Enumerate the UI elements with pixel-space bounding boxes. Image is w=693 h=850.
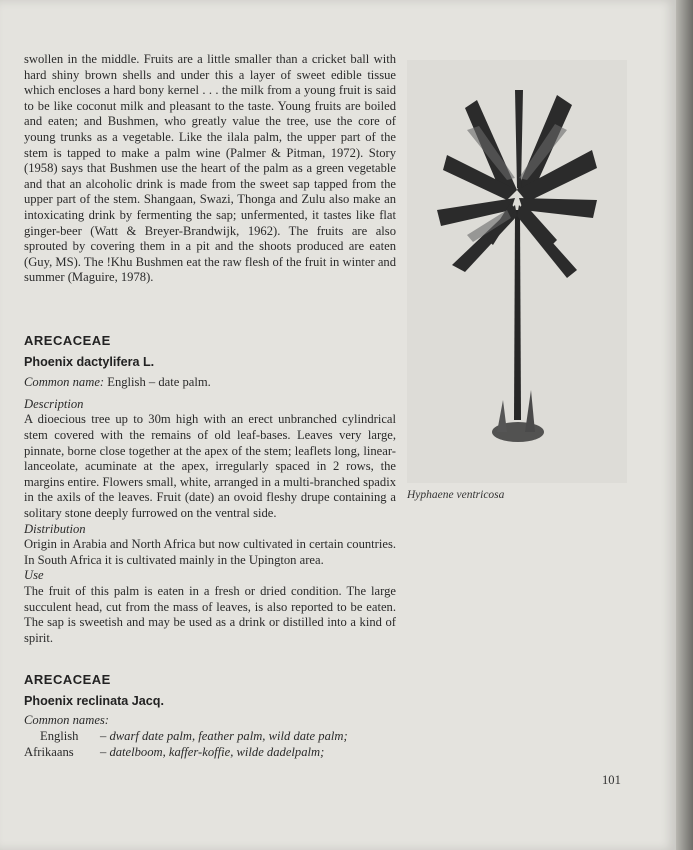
description-text: A dioecious tree up to 30m high with an erect unbranched cylindrical stem covered with the remains of old leaf-bases. Leaves very large, pinnate, borne close together at the apex of the stem; leaflets long, linear-lanceolate, acuminate at the apex, irregularly spaced in 2 rows, the margins entire. Flowers small, white, arranged in a multi-branched spadix in the axils of the leaves. Fruit (date) an ovoid fleshy drupe containing a solitary stone deeply furrowed on the ventral side.	[24, 412, 396, 520]
english-names-row	[24, 729, 396, 745]
common-name-label: Common name:	[24, 375, 105, 390]
description-label: Description	[24, 396, 84, 411]
afrikaans-lang: Afrikaans	[24, 744, 74, 759]
species-heading-1: Phoenix dactylifera L.	[24, 354, 155, 369]
common-name-value: English – date palm.	[107, 375, 211, 390]
distribution-label: Distribution	[24, 521, 86, 536]
afrikaans-names: – datelboom, kaffer-koffie, wilde dadelpalm;	[100, 744, 325, 759]
text-column	[24, 52, 396, 760]
use-label: Use	[24, 568, 44, 583]
page-edge	[676, 0, 693, 850]
palm-tree-illustration	[407, 60, 627, 483]
family-heading-1: ARECACEAE	[24, 333, 111, 348]
use-text: The fruit of this palm is eaten in a fresh or dried condition. The large succulent head, cut from the mass of leaves, is also reported to be eaten. The sap is sweetish and may be used as a drink or distilled into a kind of spirit.	[24, 583, 396, 645]
distribution-text: Origin in Arabia and North Africa but now cultivated in certain countries. In South Africa it is cultivated mainly in the Upington area.	[24, 537, 396, 567]
afrikaans-names-row	[24, 745, 396, 761]
page-number: 101	[602, 773, 621, 787]
english-names: – dwarf date palm, feather palm, wild date palm;	[100, 729, 348, 744]
family-heading-2: ARECACEAE	[24, 672, 111, 688]
english-lang: English	[40, 729, 79, 744]
intro-paragraph: swollen in the middle. Fruits are a little smaller than a cricket ball with hard shiny brown shells and under this a layer of sweet edible tissue which encloses a hard bony kernel . . . the milk from a young fruit is said to be like coconut milk and pleasant to the taste. Young fruits are boiled and eaten; and Bushmen, who greatly value the tree, use the core of young trunks as a vegetable. Like the ilala palm, the upper part of the stem is tapped to make a palm wine (Palmer & Pitman, 1972). Story (1958) says that Bushmen use the heart of the palm as a green vegetable and that an alcoholic drink is made from the sweet sap tapped from the upper part of the stem. Shangaan, Swazi, Thonga and Zulu also make an intoxicating drink by fermenting the sap; unfermented, it tastes like flat ginger-beer (Watt & Breyer-Brandwijk, 1962). The fruits are also sprouted by covering them in a pit and the shoots produced are eaten (Guy, MS). The !Khu Bushmen eat the raw flesh of the fruit in winter and summer (Maguire, 1978).	[24, 52, 396, 285]
species-heading-2: Phoenix reclinata Jacq.	[24, 693, 164, 708]
figure-caption: Hyphaene ventricosa	[407, 489, 505, 501]
common-name-line	[24, 375, 396, 391]
palm-photograph	[407, 60, 627, 483]
common-names-label: Common names:	[24, 713, 110, 728]
